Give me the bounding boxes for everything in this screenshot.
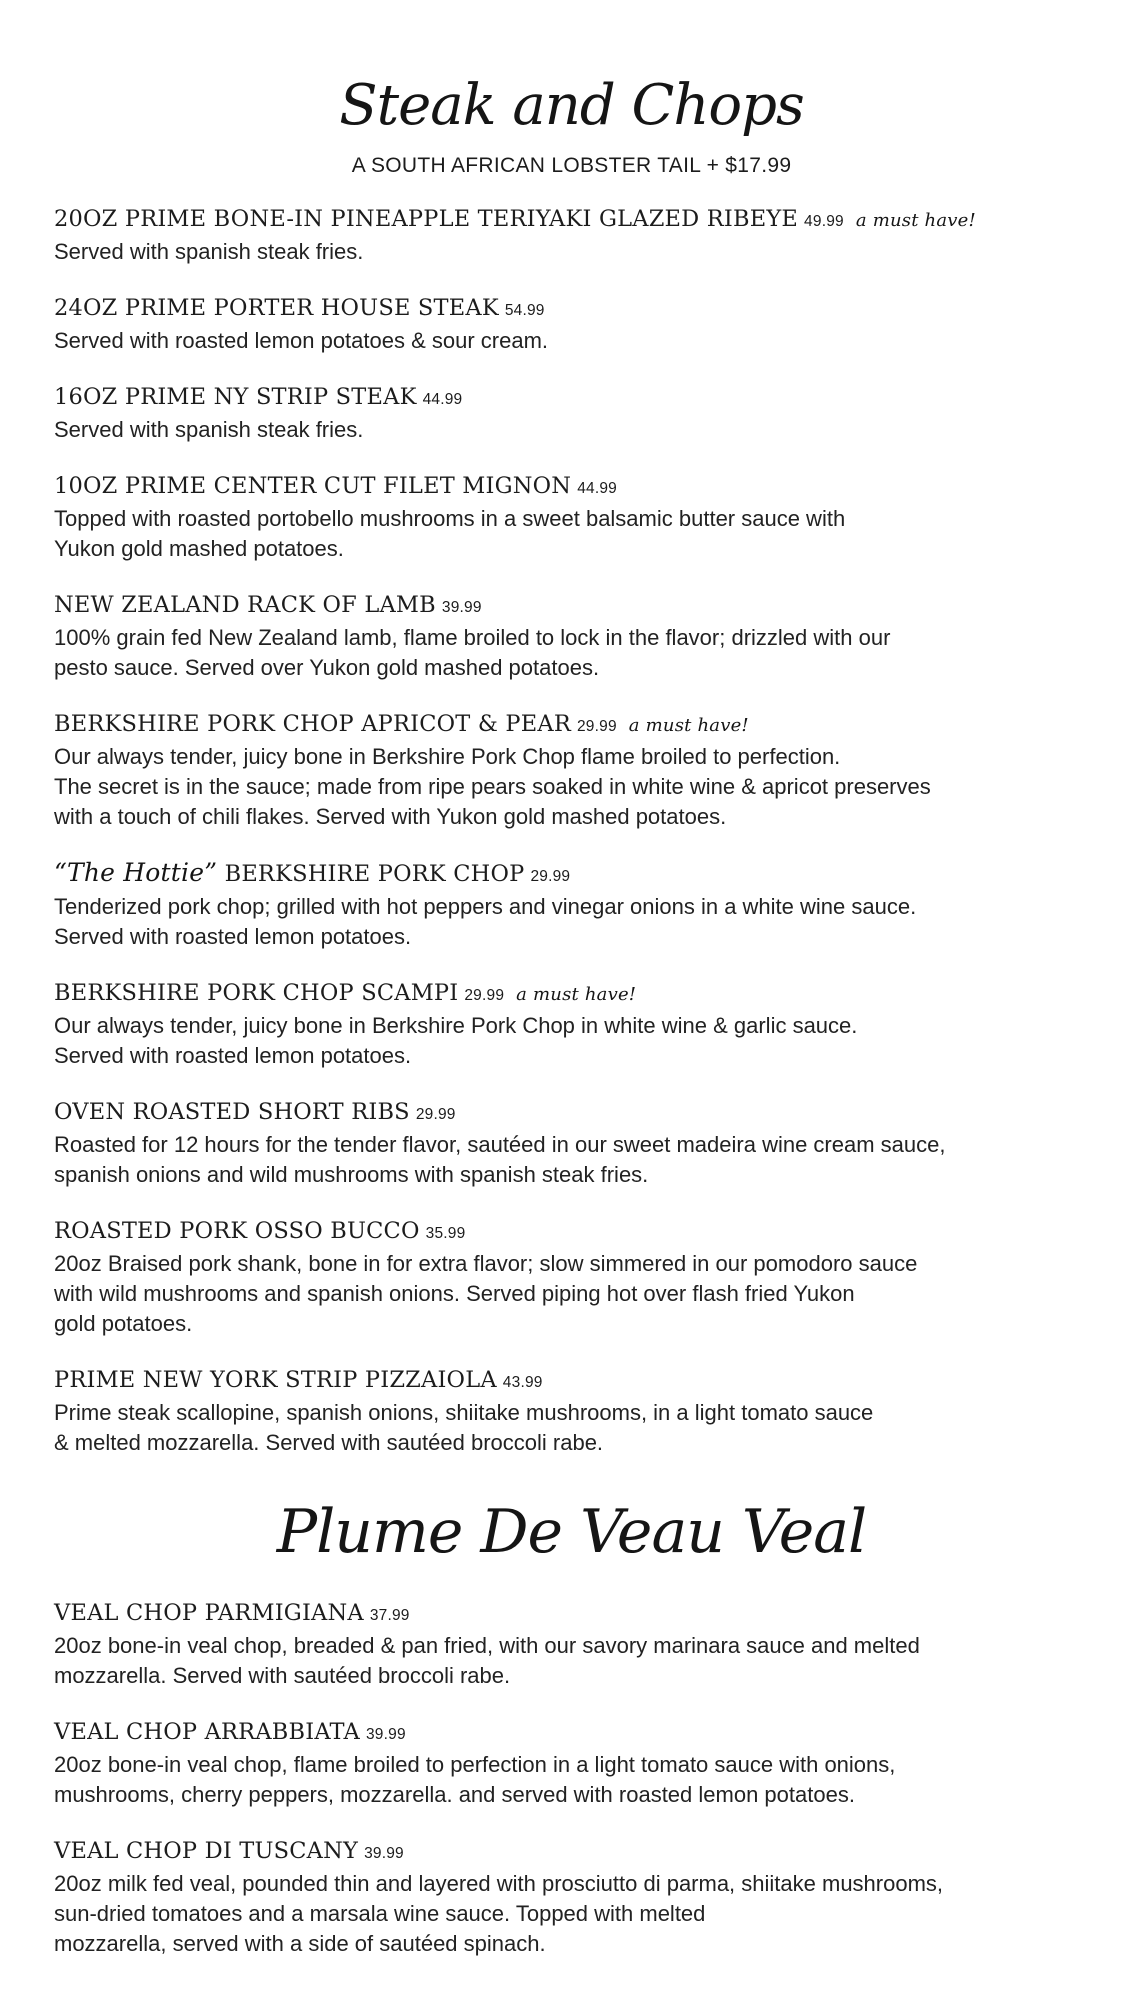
must-have-note: a must have! xyxy=(516,984,637,1005)
menu-item-description: Roasted for 12 hours for the tender flavor, sautéed in our sweet madeira wine cream sauce, spanish onions and wild mushrooms with spanish steak fries. xyxy=(54,1132,946,1187)
menu-item-name: 24OZ PRIME PORTER HOUSE STEAK xyxy=(54,295,499,321)
veal-section-title: Plume De Veau Veal xyxy=(276,1497,867,1567)
menu-item-description: 20oz bone-in veal chop, breaded & pan fried, with our savory marinara sauce and melted mozzarella. Served with sautéed broccoli rabe. xyxy=(54,1633,920,1688)
menu-item-heading xyxy=(54,382,1094,415)
menu-item-price: 54.99 xyxy=(504,302,545,319)
menu-item-price: 35.99 xyxy=(425,1225,466,1242)
menu-item-name: VEAL CHOP ARRABBIATA xyxy=(54,1719,360,1745)
menu-item-name: 16OZ PRIME NY STRIP STEAK xyxy=(54,384,417,410)
menu-item-description: Tenderized pork chop; grilled with hot peppers and vinegar onions in a white wine sauce. Served with roasted lemon potatoes. xyxy=(54,894,917,949)
menu-item-name: VEAL CHOP PARMIGIANA xyxy=(54,1600,364,1626)
menu-item-price: 44.99 xyxy=(422,391,463,408)
menu-item xyxy=(54,709,1094,832)
menu-item-name: NEW ZEALAND RACK OF LAMB xyxy=(54,592,436,618)
menu-item-heading xyxy=(54,1598,1094,1631)
menu-item-name: PRIME NEW YORK STRIP PIZZAIOLA xyxy=(54,1367,497,1393)
steak-section-title: Steak and Chops xyxy=(339,73,804,138)
menu-item-heading xyxy=(54,1365,1094,1398)
menu-item-description: Our always tender, juicy bone in Berkshire Pork Chop flame broiled to perfection. The secret is in the sauce; made from ripe pears soaked in white wine & apricot preserves with a touch of chili flakes. Served with Yukon gold mashed potatoes. xyxy=(54,744,931,829)
menu-item xyxy=(54,204,1094,267)
menu-item xyxy=(54,1836,1094,1959)
menu-item xyxy=(54,1598,1094,1691)
menu-item-heading xyxy=(54,204,1094,237)
menu-item-price: 37.99 xyxy=(369,1607,410,1624)
menu-item-name: BERKSHIRE PORK CHOP APRICOT & PEAR xyxy=(54,711,571,737)
menu-item xyxy=(54,471,1094,564)
steak-items-list xyxy=(0,204,1094,1458)
menu-item-name: 10OZ PRIME CENTER CUT FILET MIGNON xyxy=(54,473,572,499)
menu-item xyxy=(54,382,1094,445)
menu-item-price: 29.99 xyxy=(530,868,571,885)
menu-item-price: 39.99 xyxy=(364,1845,404,1862)
menu-item-name: OVEN ROASTED SHORT RIBS xyxy=(54,1099,410,1125)
menu-item-name: 20OZ PRIME BONE-IN PINEAPPLE TERIYAKI GLAZED RIBEYE xyxy=(54,206,799,232)
menu-item xyxy=(54,293,1094,356)
must-have-note: a must have! xyxy=(628,715,749,736)
menu-item-description: 100% grain fed New Zealand lamb, flame broiled to lock in the flavor; drizzled with our pesto sauce. Served over Yukon gold mashed potatoes. xyxy=(54,625,891,680)
menu-item-heading xyxy=(54,590,1094,623)
menu-item-heading xyxy=(54,709,1094,742)
menu-item xyxy=(54,858,1094,952)
menu-item-heading xyxy=(54,1216,1094,1249)
menu-item-heading xyxy=(54,1717,1094,1750)
menu-item-price: 39.99 xyxy=(441,599,482,616)
menu-item xyxy=(54,1365,1094,1458)
menu-item-description: Served with spanish steak fries. xyxy=(54,239,364,264)
menu-item xyxy=(54,1216,1094,1339)
menu-item-description: 20oz Braised pork shank, bone in for extra flavor; slow simmered in our pomodoro sauce with wild mushrooms and spanish onions. Served piping hot over flash fried Yukon gold potatoes. xyxy=(54,1251,918,1336)
menu-item-name: VEAL CHOP DI TUSCANY xyxy=(54,1838,359,1864)
menu-item-name: BERKSHIRE PORK CHOP SCAMPI xyxy=(54,980,459,1006)
menu-item-heading xyxy=(54,978,1094,1011)
menu-item-heading xyxy=(54,293,1094,326)
menu-item-price: 29.99 xyxy=(415,1106,456,1123)
menu-item-price: 49.99 xyxy=(804,213,844,230)
menu-item-price: 39.99 xyxy=(365,1726,406,1743)
menu-item-description: Served with roasted lemon potatoes & sour cream. xyxy=(54,328,549,353)
menu-item-price: 44.99 xyxy=(577,480,617,497)
menu-item-description: 20oz bone-in veal chop, flame broiled to perfection in a light tomato sauce with onions, mushrooms, cherry peppers, mozzarella. and served with roasted lemon potatoes. xyxy=(54,1752,896,1807)
menu-item xyxy=(54,978,1094,1071)
must-have-note: a must have! xyxy=(855,210,976,231)
menu-item-price: 43.99 xyxy=(502,1374,543,1391)
menu-item-description: Prime steak scallopine, spanish onions, shiitake mushrooms, in a light tomato sauce & melted mozzarella. Served with sautéed broccoli rabe. xyxy=(54,1400,874,1455)
menu-item xyxy=(54,1717,1094,1810)
menu-item-price: 29.99 xyxy=(464,987,505,1004)
menu-item xyxy=(54,1097,1094,1190)
steak-section-subtitle: A SOUTH AFRICAN LOBSTER TAIL + $17.99 xyxy=(351,154,792,177)
menu-item-prefix: “The Hottie” xyxy=(54,858,218,887)
menu-item-heading xyxy=(54,1836,1094,1869)
menu-item-heading xyxy=(54,858,1094,892)
menu-item-description: Topped with roasted portobello mushrooms in a sweet balsamic butter sauce with Yukon gold mashed potatoes. xyxy=(54,506,846,561)
menu-item xyxy=(54,590,1094,683)
veal-items-list xyxy=(0,1598,1094,1959)
menu-item-name: BERKSHIRE PORK CHOP xyxy=(224,861,525,887)
menu-item-price: 29.99 xyxy=(576,718,617,735)
menu-item-description: Served with spanish steak fries. xyxy=(54,417,364,442)
menu-item-heading xyxy=(54,1097,1094,1130)
menu-item-heading xyxy=(54,471,1094,504)
menu-item-name: ROASTED PORK OSSO BUCCO xyxy=(54,1218,420,1244)
menu-item-description: 20oz milk fed veal, pounded thin and layered with prosciutto di parma, shiitake mushrooms, sun-dried tomatoes and a marsala wine sauce. Topped with melted mozzarella, served with a side of sautéed spinach. xyxy=(54,1871,944,1956)
menu-item-description: Our always tender, juicy bone in Berkshire Pork Chop in white wine & garlic sauce. Served with roasted lemon potatoes. xyxy=(54,1013,858,1068)
